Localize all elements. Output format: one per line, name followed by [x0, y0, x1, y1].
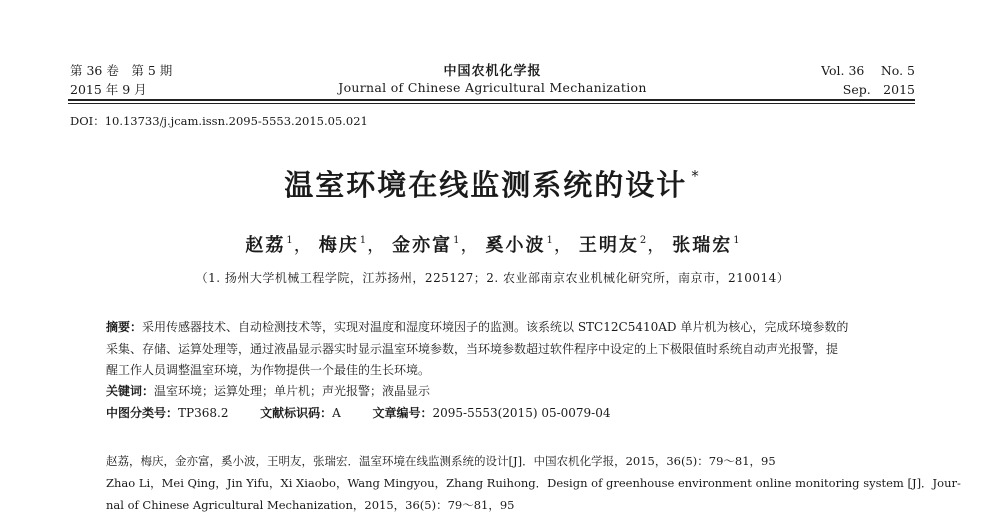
author-separator: ， [293, 235, 314, 256]
article-number-label: 文章编号： [372, 406, 433, 420]
article-title [0, 163, 985, 204]
author-affiliation-index: 1 [453, 235, 460, 246]
header-rule-thin [68, 103, 915, 104]
citation-cn: 赵荔，梅庆，金亦富，奚小波，王明友，张瑞宏．温室环境在线监测系统的设计[J]．中国农机化学报，2015，36(5)：79～81，95 [106, 454, 776, 468]
article-title-text: 温室环境在线监测系统的设计 [284, 168, 688, 202]
citation-en-line-1: Zhao Li，Mei Qing，Jin Yifu，Xi Xiaobo，Wang Mingyou，Zhang Ruihong．Design of greenhouse environment online monitoring system [J]．Jour- [106, 476, 961, 490]
author-name: 王明友 [578, 235, 639, 256]
doc-code-label: 文献标识码： [260, 406, 333, 420]
affiliation: （1. 扬州大学机械工程学院，江苏扬州，225127；2. 农业部南京农业机械化研究所，南京市，210014） [195, 271, 790, 285]
author-name: 张瑞宏 [672, 235, 733, 256]
author-separator: ， [367, 235, 388, 256]
clc-label: 中图分类号： [106, 406, 179, 420]
author-separator: ， [553, 235, 574, 256]
abstract-line-1 [106, 317, 848, 337]
header-journal-en: Journal of Chinese Agricultural Mechanization [338, 80, 647, 95]
author-affiliation-index: 1 [286, 235, 293, 246]
author-affiliation-index: 1 [546, 235, 553, 246]
header-volume-cn: 第 36 卷 第 5 期 [70, 63, 173, 78]
article-number-value: 2095-5553(2015) 05-0079-04 [432, 406, 611, 420]
abstract-text-1: 采用传感器技术、自动检测技术等，实现对温度和湿度环境因子的监测。该系统以 STC12C5410AD 单片机为核心，完成环境参数的 [142, 320, 849, 334]
header-date-cn: 2015 年 9 月 [70, 82, 147, 97]
header-rule-thick [68, 99, 915, 101]
author-affiliation-index: 1 [733, 235, 740, 246]
clc-value: TP368.2 [178, 406, 229, 420]
author-name: 梅庆 [318, 235, 359, 256]
abstract-line-3: 醒工作人员调整温室环境，为作物提供一个最佳的生长环境。 [106, 363, 431, 377]
keywords-label: 关键词： [106, 384, 155, 398]
author-affiliation-index: 1 [359, 235, 367, 246]
author-name: 奚小波 [485, 235, 546, 256]
article-title-mark: * [691, 167, 701, 185]
keywords [106, 381, 430, 401]
citation-en-line-2: nal of Chinese Agricultural Mechanization，2015，36(5)：79～81，95 [106, 498, 515, 512]
author-separator: ， [647, 235, 668, 256]
doi: DOI：10.13733/j.jcam.issn.2095-5553.2015.05.021 [70, 114, 368, 128]
header-date-en: Sep. 2015 [842, 82, 915, 97]
classification-line [106, 403, 611, 423]
author-affiliation-index: 2 [639, 235, 647, 246]
author-separator: ， [460, 235, 481, 256]
header-journal-cn: 中国农机化学报 [443, 64, 542, 79]
abstract-line-2: 采集、存储、运算处理等，通过液晶显示器实时显示温室环境参数，当环境参数超过软件程序中设定的上下极限值时系统自动声光报警，提 [106, 342, 839, 356]
header-volume-en: Vol. 36 No. 5 [821, 63, 915, 78]
author-name: 金亦富 [392, 235, 453, 256]
abstract-label: 摘要： [106, 320, 143, 334]
keywords-text: 温室环境；运算处理；单片机；声光报警；液晶显示 [154, 384, 431, 398]
author-name: 赵荔 [245, 235, 286, 256]
author-list [0, 231, 985, 257]
doc-code-value: A [332, 406, 341, 420]
